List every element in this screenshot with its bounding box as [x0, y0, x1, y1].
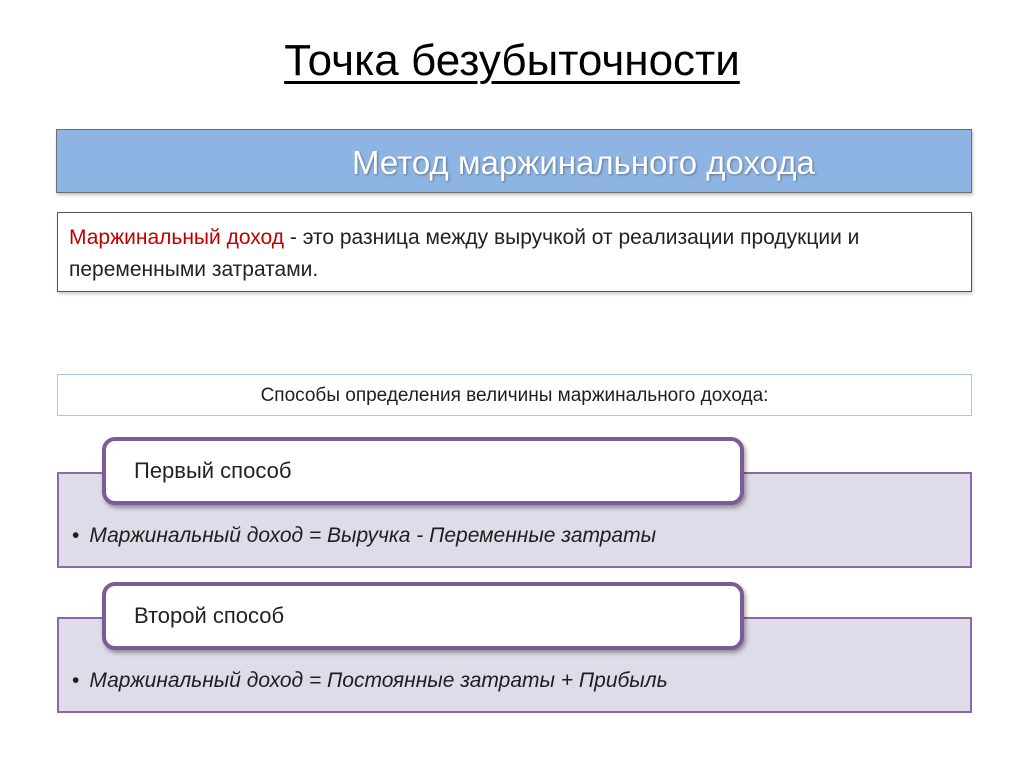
- definition-box: [57, 212, 972, 292]
- formula-text: Маржинальный доход = Постоянные затраты + Прибыль: [89, 669, 668, 692]
- definition-text: - это разница между выручкой от реализации продукции и переменными затратами.: [69, 226, 860, 281]
- method-tab-1: Первый способ: [102, 437, 744, 505]
- method-formula-1: [72, 524, 656, 548]
- method-header-text: Метод маржинального дохода: [352, 144, 815, 181]
- definition-term: Маржинальный доход: [69, 226, 285, 249]
- bullet-icon: •: [72, 669, 80, 692]
- bullet-icon: •: [72, 524, 80, 547]
- page-title-text: Точка безубыточности: [284, 36, 740, 85]
- page-title: [0, 36, 1024, 86]
- method-formula-2: [72, 669, 668, 693]
- ways-heading: Способы определения величины маржинального дохода:: [57, 374, 972, 416]
- method-tab-2: Второй способ: [102, 582, 744, 650]
- method-header: [56, 129, 972, 193]
- formula-text: Маржинальный доход = Выручка - Переменные затраты: [89, 524, 657, 547]
